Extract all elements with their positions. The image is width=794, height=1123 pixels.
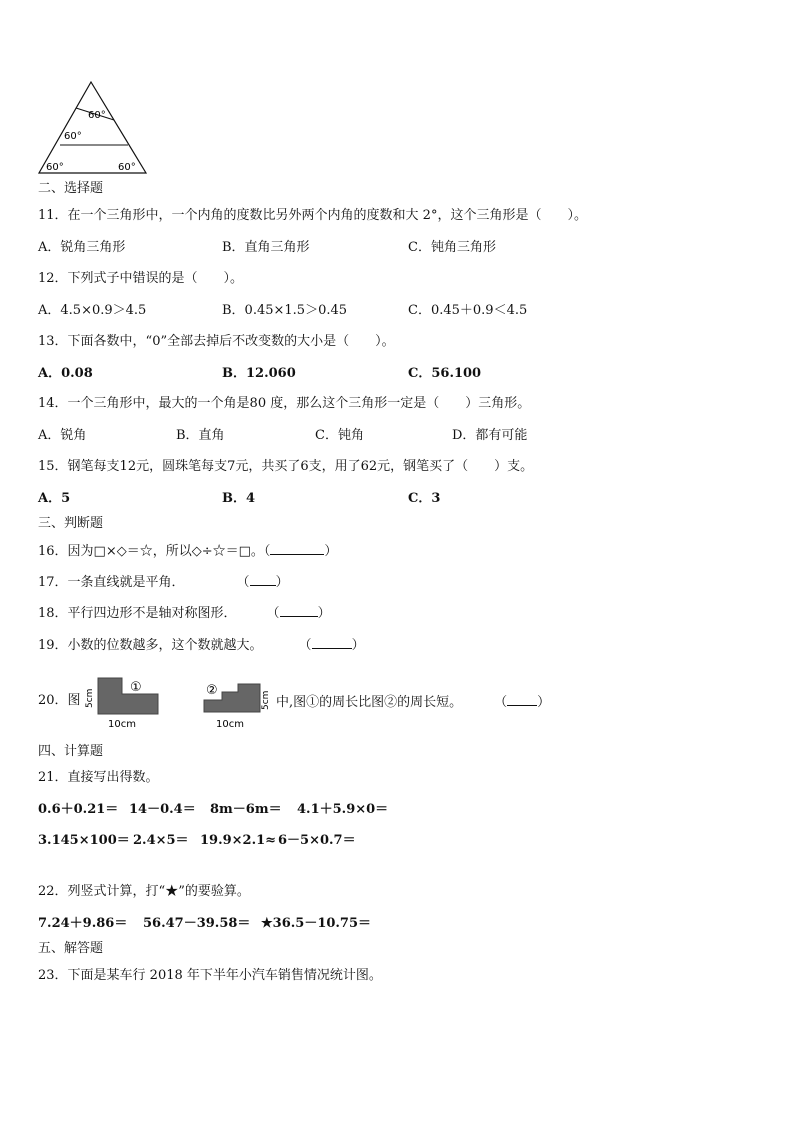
q13-option-c: C．56.100 [408, 366, 482, 381]
triangle-angle-bottom-left: 60° [46, 162, 64, 173]
question-13: 13．下面各数中，“0”全部去掉后不改变数的大小是（ ）。 [38, 334, 395, 349]
q22-item-3: ★36.5－10.75＝ [261, 916, 372, 931]
q20-open: （ [494, 695, 508, 710]
q17-open: （ [236, 575, 250, 590]
triangle-figure [36, 78, 150, 176]
q20-suffix [276, 693, 550, 711]
q12-option-c: C．0.45＋0.9＜4.5 [408, 303, 528, 318]
q19-close: ） [351, 638, 365, 653]
q12-option-a: A．4.5×0.9＞4.5 [38, 303, 147, 318]
q14-option-d: D．都有可能 [452, 428, 528, 443]
q22-item-1: 7.24＋9.86＝ [38, 916, 128, 931]
triangle-angle-top: 60° [88, 110, 106, 121]
question-16 [38, 542, 337, 560]
q17-close: ） [275, 575, 289, 590]
figure2-label: ② [206, 683, 218, 698]
q21-item-1: 0.6＋0.21＝ [38, 802, 119, 817]
q21-item-2: 14－0.4＝ [129, 802, 196, 817]
q20-figure-1 [80, 674, 170, 730]
question-14: 14．一个三角形中，最大的一个角是80 度，那么这个三角形一定是（ ）三角形。 [38, 396, 531, 411]
q19-answer-blank[interactable] [312, 636, 352, 649]
q18-close: ） [317, 606, 331, 621]
triangle-outline [39, 82, 146, 173]
figure1-label: ① [130, 680, 142, 695]
question-11: 11．在一个三角形中，一个内角的度数比另外两个内角的度数和大 2°，这个三角形是（ ）。 [38, 208, 587, 223]
q12-option-b: B．0.45×1.5＞0.45 [222, 303, 348, 318]
q20-suffix-text: 中,图①的周长比图②的周长短。 [276, 695, 463, 710]
q19-text: 19．小数的位数越多，这个数就越大。 [38, 638, 263, 653]
q20-figure-2 [196, 674, 278, 730]
q21-item-3: 8m－6m＝ [210, 802, 282, 817]
section-title-calc: 四、计算题 [38, 744, 104, 759]
q18-open: （ [266, 606, 280, 621]
figure1-width-label: 10cm [108, 719, 136, 730]
figure1-shape [98, 678, 158, 714]
question-15: 15．钢笔每支12元，圆珠笔每支7元，共买了6支，用了62元，钢笔买了（ ）支。 [38, 459, 534, 474]
q16-text: 16．因为□×◇＝☆，所以◇÷☆＝□。（ [38, 544, 271, 559]
figure1-height-label: 5cm [85, 688, 95, 708]
q15-option-a: A．5 [38, 491, 71, 506]
question-22: 22．列竖式计算，打“★”的要验算。 [38, 884, 250, 899]
question-23: 23．下面是某车行 2018 年下半年小汽车销售情况统计图。 [38, 968, 382, 983]
question-19 [38, 636, 365, 654]
q16-answer-blank[interactable] [270, 542, 324, 555]
q18-answer-blank[interactable] [280, 604, 318, 617]
q20-close: ） [537, 695, 551, 710]
q11-option-b: B．直角三角形 [222, 240, 310, 255]
triangle-angle-mid: 60° [64, 131, 82, 142]
q14-option-b: B．直角 [176, 428, 225, 443]
question-21: 21．直接写出得数。 [38, 770, 159, 785]
question-18 [38, 604, 331, 622]
q19-open: （ [298, 638, 312, 653]
q18-text: 18．平行四边形不是轴对称图形． [38, 606, 237, 621]
q16-close: ） [324, 544, 338, 559]
q20-answer-blank[interactable] [507, 693, 537, 706]
figure2-width-label: 10cm [216, 719, 244, 730]
q13-option-b: B．12.060 [222, 366, 296, 381]
q21-item-6: 2.4×5＝ [133, 833, 189, 848]
q21-item-4: 4.1＋5.9×0＝ [297, 802, 389, 817]
q15-option-c: C．3 [408, 491, 441, 506]
q21-item-5: 3.145×100＝ [38, 833, 130, 848]
q20-prefix: 20．图 [38, 693, 81, 708]
q21-item-7: 19.9×2.1≈ [200, 833, 277, 848]
q11-option-c: C．钝角三角形 [408, 240, 496, 255]
q22-item-2: 56.47－39.58＝ [143, 916, 251, 931]
q15-option-b: B．4 [222, 491, 256, 506]
q14-option-a: A．锐角 [38, 428, 87, 443]
question-17 [38, 573, 289, 591]
q14-option-c: C．钝角 [315, 428, 364, 443]
section-title-solve: 五、解答题 [38, 941, 104, 956]
q21-item-8: 6－5×0.7＝ [278, 833, 356, 848]
section-title-choice: 二、选择题 [38, 181, 104, 196]
q11-option-a: A．锐角三角形 [38, 240, 126, 255]
question-12: 12．下列式子中错误的是（ ）。 [38, 271, 244, 286]
triangle-angle-bottom-right: 60° [118, 162, 136, 173]
q13-option-a: A．0.08 [38, 366, 93, 381]
q17-answer-blank[interactable] [250, 573, 276, 586]
q17-text: 17．一条直线就是平角． [38, 575, 185, 590]
section-title-judge: 三、判断题 [38, 516, 104, 531]
figure2-height-label: 5cm [261, 690, 271, 710]
